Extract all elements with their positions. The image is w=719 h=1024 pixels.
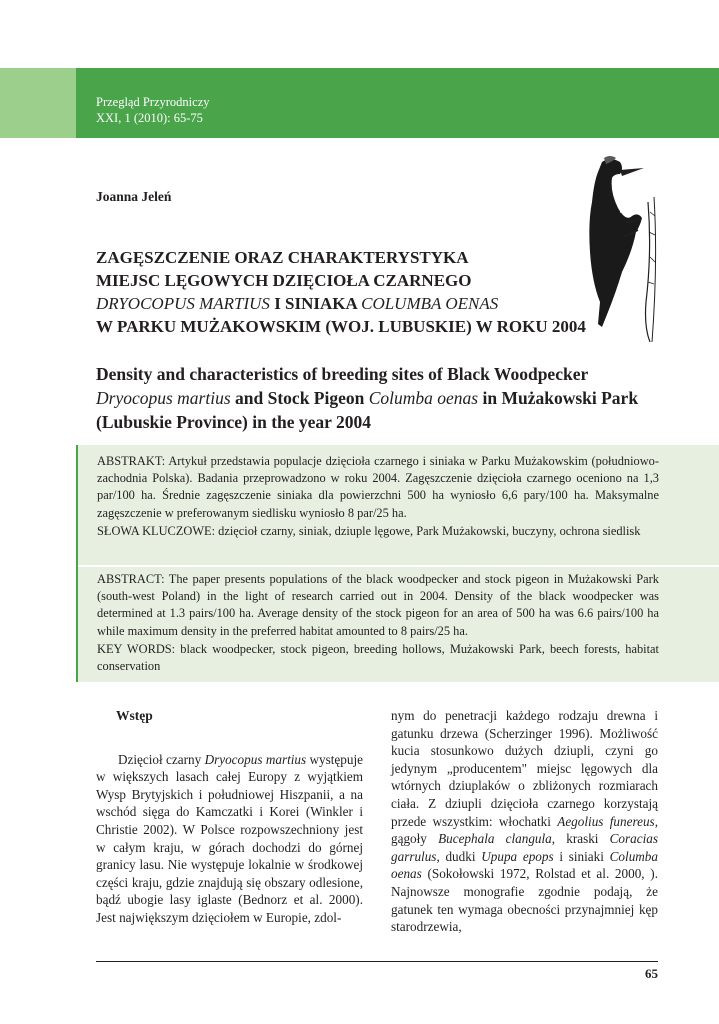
keywords-polish: SŁOWA KLUCZOWE: dzięcioł czarny, siniak, dziuple lęgowe, Park Mużakowski, buczyny, ochrona siedlisk <box>97 524 641 538</box>
species-name: Columba oenas <box>391 848 658 882</box>
title-english <box>96 362 638 434</box>
title-pl-line3 <box>96 292 586 315</box>
body-column-right <box>391 707 658 936</box>
title-pl-mid: I SINIAKA <box>269 294 362 313</box>
abstract-divider <box>78 565 719 567</box>
body-column-left <box>96 707 363 927</box>
species-name: Coracias garrulus <box>391 831 658 864</box>
footer-rule <box>96 961 658 962</box>
abstract-box <box>76 445 719 682</box>
author-name: Joanna Jeleń <box>96 189 172 204</box>
journal-name: Przegląd Przyrodniczy <box>96 95 210 109</box>
title-en-line2 <box>96 386 638 410</box>
text: występuje w większych lasach całej Europy z wyjątkiem Wysp Brytyjskich i południowej Hiszpanii, a na wschód sięga do Kamczatki i Korei (Winkler i Christie 2002). W Polsce rozpowszechniony jest w całym kraju, w górach dochodzi do górnej granicy lasu. Nie występuje lokalnie w środkowej części kraju, gdzie znajdują się obszary odlesione, bądź ubogie lasy iglaste (Bednorz et al. 2000). Jest największym dzięciołem w Europie, zdol- <box>96 751 363 925</box>
title-pl-line1: ZAGĘSZCZENIE ORAZ CHARAKTERYSTYKA <box>96 248 469 267</box>
paragraph <box>96 751 363 927</box>
title-en-mid: and Stock Pigeon <box>230 388 369 408</box>
text: , gągoły <box>391 813 658 847</box>
journal-issue: XXI, 1 (2010): 65-75 <box>96 111 203 125</box>
title-en-end: in Mużakowski Park <box>478 388 639 408</box>
title-polish <box>96 246 586 338</box>
text: , kraski <box>551 831 610 847</box>
title-pl-line2: MIEJSC LĘGOWYCH DZIĘCIOŁA CZARNEGO <box>96 271 472 290</box>
page-number: 65 <box>645 966 658 981</box>
text: (Sokołowski 1972, Rolstad et al. 2000, ). Najnowsze monografie zgodnie podają, że gatunek ten wymaga obecności przynajmniej kęp starodrzewia, <box>391 866 658 935</box>
section-heading: Wstęp <box>116 708 153 723</box>
text: Dzięcioł czarny <box>118 751 205 767</box>
title-en-line3: (Lubuskie Province) in the year 2004 <box>96 412 371 432</box>
text: i siniaki <box>553 848 610 864</box>
title-en-species2: Columba oenas <box>368 388 479 408</box>
title-pl-species1: DRYOCOPUS MARTIUS <box>96 294 270 313</box>
journal-info <box>96 94 210 126</box>
paragraph <box>391 707 658 936</box>
keywords-english: KEY WORDS: black woodpecker, stock pigeon, breeding hollows, Mużakowski Park, beech forests, habitat conservation <box>97 642 659 674</box>
species-name: Bucephala clangula <box>438 831 552 847</box>
species-name: Dryocopus martius <box>204 751 307 767</box>
text: , dudki <box>436 848 482 864</box>
title-pl-line4: W PARKU MUŻAKOWSKIM (WOJ. LUBUSKIE) W ROKU 2004 <box>96 317 586 336</box>
title-en-line1: Density and characteristics of breeding sites of Black Woodpecker <box>96 364 589 384</box>
text: nym do penetracji każdego rodzaju drewna i gatunku drzewa (Scherzinger 1996). Możliwość kucia stosunkowo dużych dziupli, czyni go jedynym „producentem" miejsc lęgowych dla wtórnych dziuplaków o zbliżonych rozmiarach ciała. Z dziupli dzięcioła czarnego korzystają przede wszystkim: włochatki <box>391 708 658 829</box>
species-name: Aegolius funereus <box>557 813 655 829</box>
title-pl-species2: COLUMBA OENAS <box>361 294 499 313</box>
title-en-species1: Dryocopus martius <box>96 388 231 408</box>
abstract-polish: ABSTRAKT: Artykuł przedstawia populacje dzięcioła czarnego i siniaka w Parku Mużakowskim (południowo-zachodnia Polska). Badania przeprowadzono w roku 2004. Zagęszczenie dzięcioła czarnego oceniono na 1,3 par/100 ha. Średnie zagęszczenie siniaka dla powierzchni 500 ha wyniosło 6,6 pary/100 ha. Maksymalne zagęszczenie w preferowanym siedlisku wyniosło 8 par/25 ha. <box>97 454 659 520</box>
species-name: Upupa epops <box>481 848 554 864</box>
abstract-english: ABSTRACT: The paper presents populations of the black woodpecker and stock pigeon in Mużakowski Park (south-west Poland) in the light of research carried out in 2004. Density of the black woodpecker was determined at 1.3 pairs/100 ha. Average density of the stock pigeon for an area of 500 ha was 6.6 pairs/100 ha while maximum density in the preferred habitat amounted to 8 pairs/25 ha. <box>97 572 659 638</box>
header-band-light <box>0 68 76 138</box>
woodpecker-illustration <box>580 152 660 342</box>
